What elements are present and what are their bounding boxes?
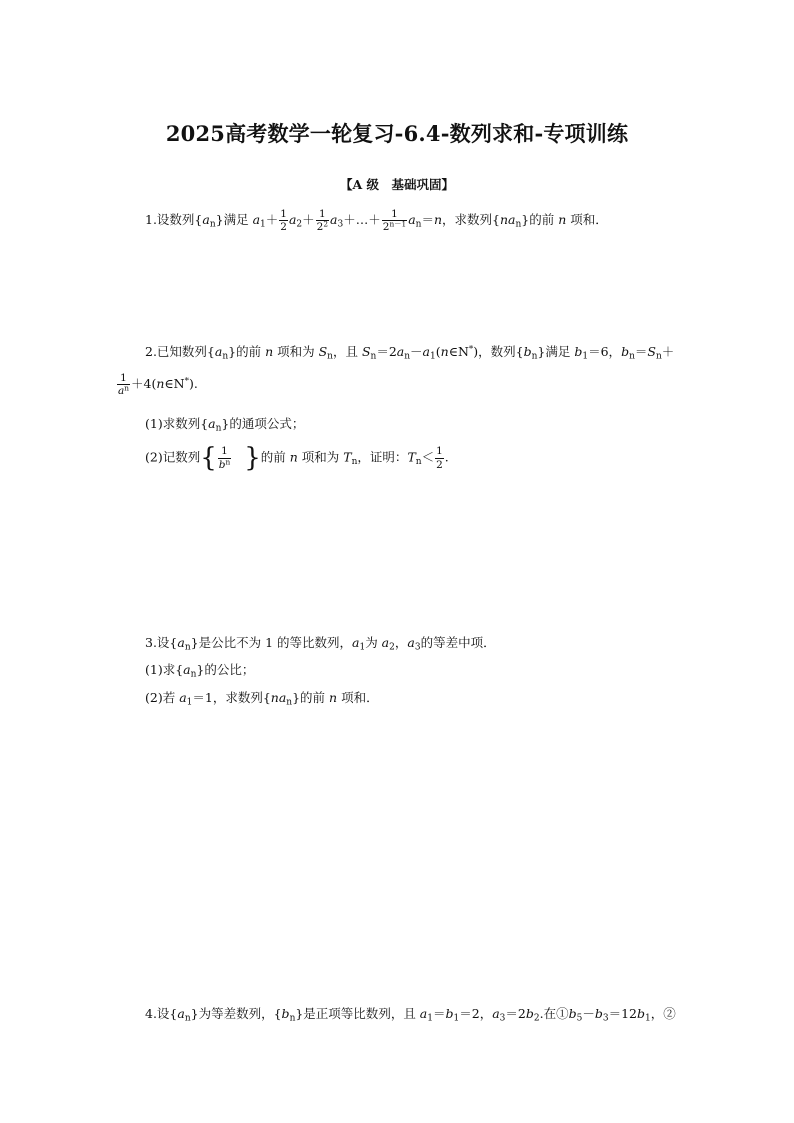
- fraction-1-over-2: $\frac{1}{2}$: [280, 208, 287, 234]
- question-2-part-1: (1)求数列$\{a_n\}$的通项公式；: [145, 416, 305, 434]
- fraction-1-over-2-pow-n-minus-1: $\frac{1}{2^{n-1}}$: [382, 208, 407, 234]
- question-1: 1.设数列$\{a_n\}$满足 $a_1+$ $\frac{1}{2}$ $a_2+$ $\frac{1}{2^2}$ $a_3+\dots+$ $\frac{1}{2^{n-1}}$ $a_n=n$，求数列$\{na_n\}$的前 n 项和．: [145, 208, 608, 234]
- question-2-part-2: (2)记数列{ $\frac{1}{b^n}$ }的前 n 项和为 $T_n$，证明：$T_n<$ $\frac{1}{2}$ .: [145, 443, 449, 473]
- question-3-part-1: (1)求$\{a_n\}$的公比；: [145, 662, 255, 680]
- question-3-part-2: (2)若 $a_1=1$，求数列$\{na_n\}$的前 n 项和．: [145, 690, 379, 708]
- question-2-line-1: 2.已知数列$\{a_n\}$的前 n 项和为 $S_n$，且 $S_n=2a_n-a_1(n\in N^*)$，数列$\{b_n\}$满足 $b_1=6$，$b_n=S_n+$: [145, 344, 675, 362]
- fraction-1-over-b-pow-n: $\frac{1}{b^n}$: [218, 445, 231, 471]
- fraction-1-over-2-squared: $\frac{1}{2^2}$: [316, 208, 329, 234]
- section-heading: 【A 级 基础巩固】: [339, 177, 455, 192]
- fraction-1-over-a-pow-n: $\frac{1}{a^n}$: [118, 372, 129, 398]
- right-brace: }: [244, 443, 261, 473]
- page-title: 2025高考数学一轮复习-6.4-数列求和-专项训练: [165, 121, 629, 146]
- left-brace: {: [200, 443, 217, 473]
- question-2-line-2: $\frac{1}{a^n}$ ＋4(n∈N*).: [118, 372, 198, 398]
- question-4-line-1: 4.设$\{a_n\}$为等差数列，$\{b_n\}$是正项等比数列，且 $a_1=b_1=2$，$a_3=2b_2$.在$①b_5-b_3=12b_1$，②: [145, 1006, 676, 1024]
- fraction-1-over-2: $\frac{1}{2}$: [436, 445, 443, 471]
- question-3-line-1: 3.设$\{a_n\}$是公比不为 1 的等比数列，$a_1$为 $a_2$，$a_3$的等差中项．: [145, 635, 496, 653]
